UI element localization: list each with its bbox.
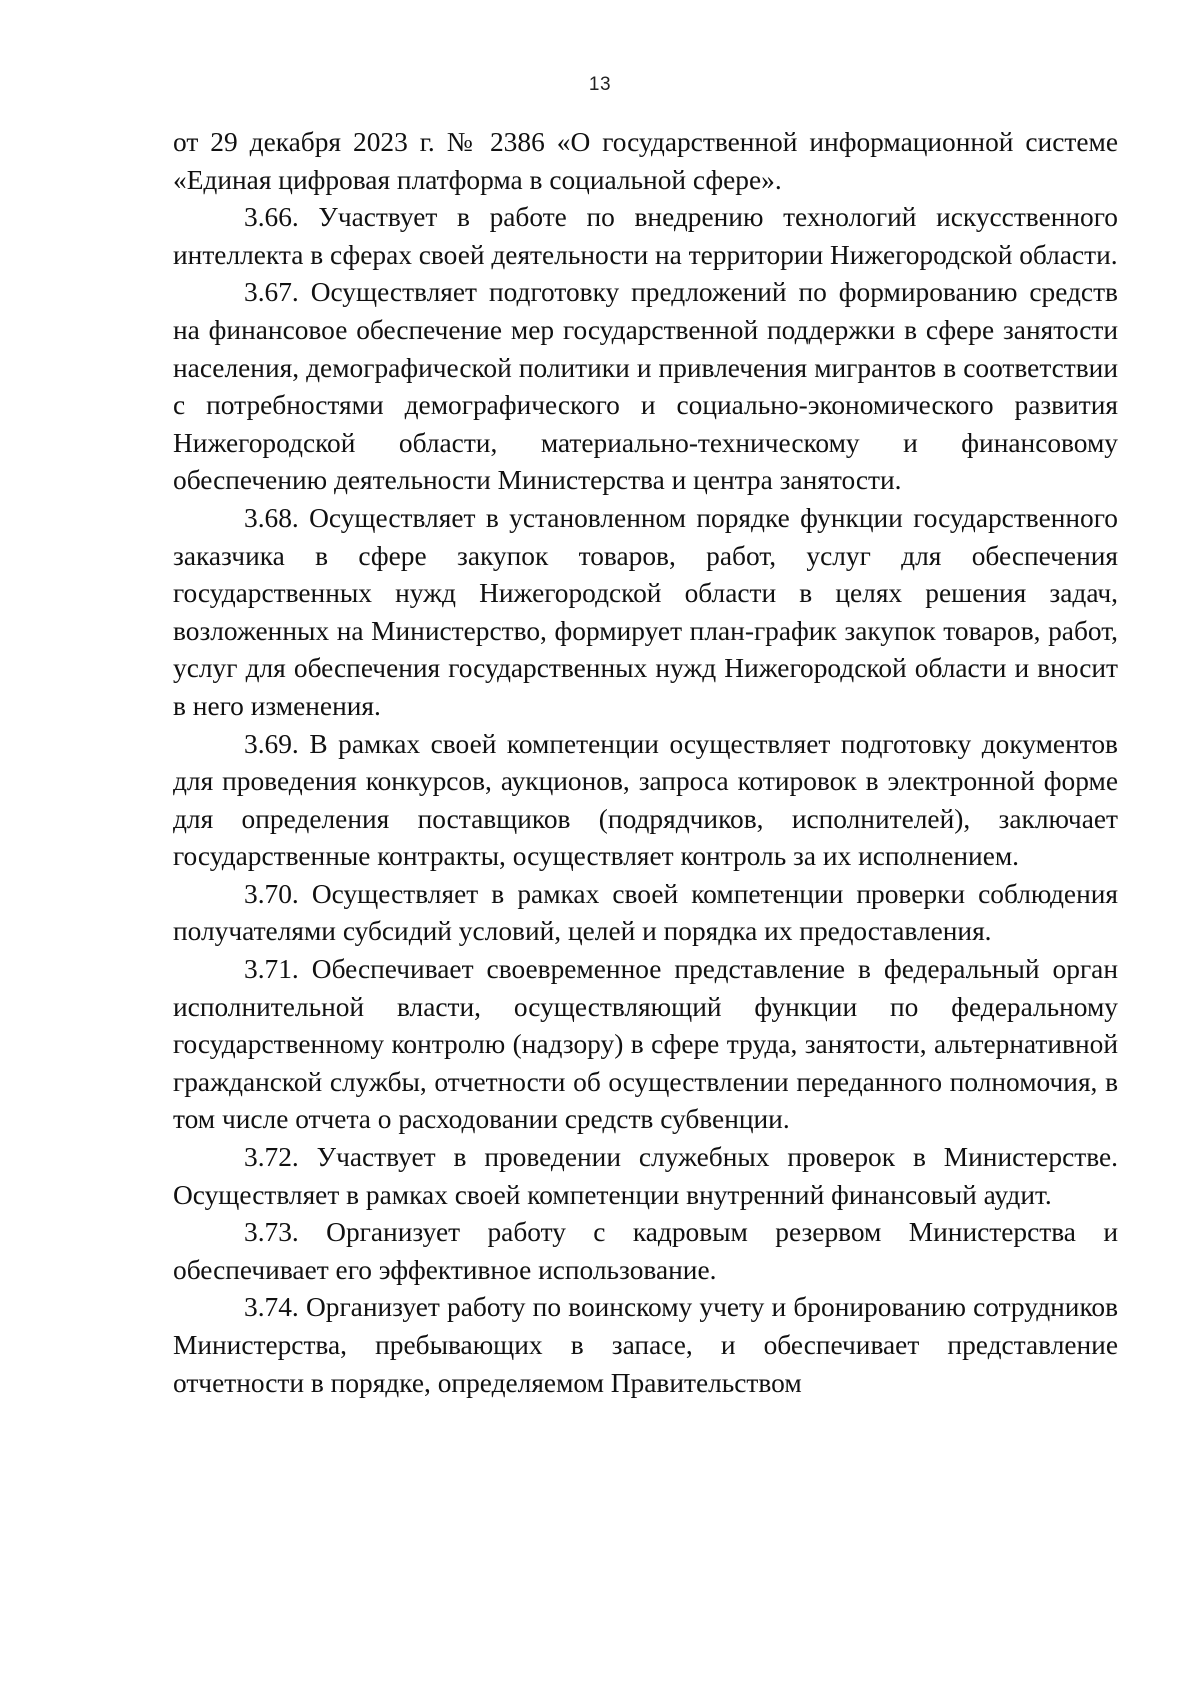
- paragraph-3-66: 3.66. Участвует в работе по внедрению технологий искусственного интеллекта в сферах своей деятельности на территории Нижегородской области.: [173, 202, 1118, 270]
- paragraph-3-69: 3.69. В рамках своей компетенции осуществляет подготовку документов для проведения конкурсов, аукционов, запроса котировок в электронной форме для определения поставщиков (подрядчиков, исполнителей), заключает государственные контракты, осуществляет контроль за их исполнением.: [173, 728, 1118, 872]
- paragraph-3-68: 3.68. Осуществляет в установленном порядке функции государственного заказчика в сфере закупок товаров, работ, услуг для обеспечения государственных нужд Нижегородской области в целях решения задач, возложенных на Министерство, формирует план-график закупок товаров, работ, услуг для обеспечения государственных нужд Нижегородской области и вносит в него изменения.: [173, 502, 1118, 721]
- paragraph-continuation: от 29 декабря 2023 г. № 2386 «О государственной информационной системе «Единая цифровая платформа в социальной сфере».: [173, 127, 1118, 195]
- paragraph-3-73: 3.73. Организует работу с кадровым резервом Министерства и обеспечивает его эффективное использование.: [173, 1217, 1118, 1285]
- page-number: 13: [588, 74, 612, 95]
- paragraph-3-72: 3.72. Участвует в проведении служебных проверок в Министерстве. Осуществляет в рамках своей компетенции внутренний финансовый аудит.: [173, 1142, 1118, 1210]
- document-body: [173, 124, 1118, 1402]
- paragraph-3-71: 3.71. Обеспечивает своевременное представление в федеральный орган исполнительной власти, осуществляющий функции по федеральному государственному контролю (надзору) в сфере труда, занятости, альтернативной гражданской службы, отчетности об осуществлении переданного полномочия, в том числе отчета о расходовании средств субвенции.: [173, 954, 1118, 1135]
- paragraph-3-74: 3.74. Организует работу по воинскому учету и бронированию сотрудников Министерства, пребывающих в запасе, и обеспечивает представление отчетности в порядке, определяемом Правительством: [173, 1292, 1118, 1398]
- paragraph-3-67: 3.67. Осуществляет подготовку предложений по формированию средств на финансовое обеспечение мер государственной поддержки в сфере занятости населения, демографической политики и привлечения мигрантов в соответствии с потребностями демографического и социально-экономического развития Нижегородской области, материально-техническому и финансовому обеспечению деятельности Министерства и центра занятости.: [173, 277, 1118, 496]
- paragraph-3-70: 3.70. Осуществляет в рамках своей компетенции проверки соблюдения получателями субсидий условий, целей и порядка их предоставления.: [173, 878, 1118, 947]
